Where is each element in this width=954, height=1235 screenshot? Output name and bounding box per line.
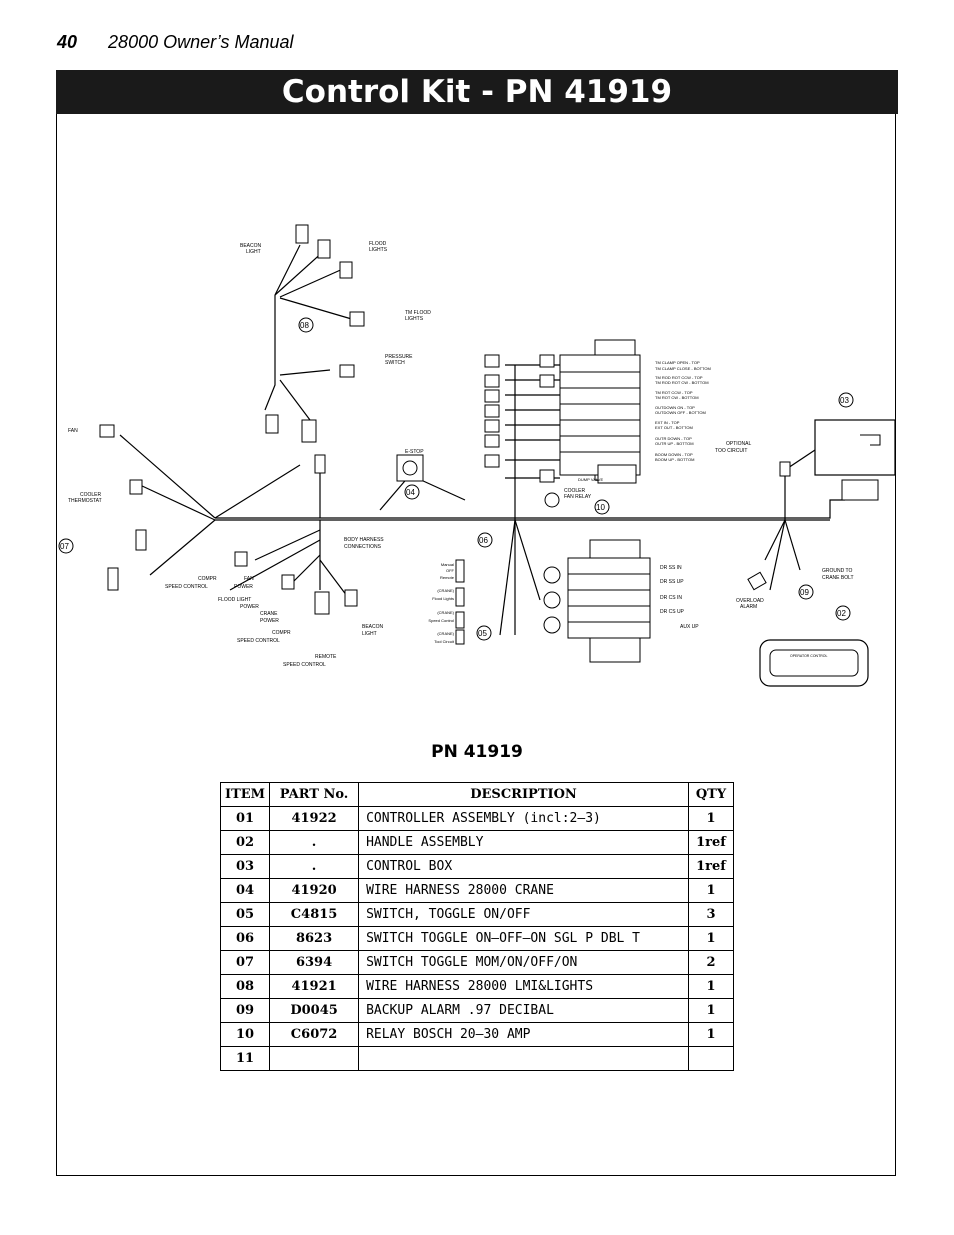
cell-description: SWITCH TOGGLE MOM/ON/OFF/ON [359, 951, 689, 975]
svg-text:OFF: OFF [446, 568, 454, 573]
table-row [221, 1047, 734, 1071]
cell-part-no: D0045 [270, 999, 359, 1023]
svg-text:E-STOP: E-STOP [405, 449, 424, 455]
connectors [100, 225, 790, 614]
table-row [221, 855, 734, 879]
fan-relay [545, 493, 559, 507]
svg-text:DUMP VALVE: DUMP VALVE [578, 477, 604, 482]
col-qty: QTY [689, 783, 734, 807]
svg-text:OUTDOWN ON - TOP: OUTDOWN ON - TOP [655, 405, 695, 410]
cell-qty: 1 [689, 927, 734, 951]
svg-text:BEACON: BEACON [362, 624, 384, 630]
wiring-diagram [57, 114, 897, 714]
svg-text:OUTDOWN OFF - BOTTOM: OUTDOWN OFF - BOTTOM [655, 410, 706, 415]
svg-text:COOLER: COOLER [80, 492, 102, 498]
svg-text:Flood Lights: Flood Lights [432, 596, 454, 601]
cell-qty: 1 [689, 807, 734, 831]
svg-text:FLOOD LIGHT: FLOOD LIGHT [218, 597, 252, 603]
svg-text:08: 08 [300, 321, 309, 330]
svg-text:OVERLOAD: OVERLOAD [736, 598, 764, 604]
cell-part-no [270, 1047, 359, 1071]
cell-item: 04 [221, 879, 270, 903]
svg-text:(CRANE): (CRANE) [437, 588, 454, 593]
cell-item: 06 [221, 927, 270, 951]
svg-text:OUTR UP - BOTTOM: OUTR UP - BOTTOM [655, 441, 694, 446]
svg-text:BOOM DOWN - TOP: BOOM DOWN - TOP [655, 452, 693, 457]
svg-text:BODY HARNESS: BODY HARNESS [344, 537, 384, 543]
table-header-row [221, 783, 734, 807]
svg-text:THERMOSTAT: THERMOSTAT [68, 498, 102, 504]
cell-item: 09 [221, 999, 270, 1023]
svg-text:CRANE: CRANE [260, 611, 278, 617]
handle-assembly [760, 640, 868, 686]
title-bar [56, 70, 898, 114]
page-header [57, 32, 294, 53]
cell-description: SWITCH TOGGLE ON—OFF—ON SGL P DBL T [359, 927, 689, 951]
svg-text:DR SS UP: DR SS UP [660, 579, 684, 585]
cell-qty: 1ref [689, 855, 734, 879]
cell-qty: 1 [689, 1023, 734, 1047]
cell-description: SWITCH, TOGGLE ON/OFF [359, 903, 689, 927]
cell-item: 11 [221, 1047, 270, 1071]
svg-text:SPEED CONTROL: SPEED CONTROL [165, 584, 208, 590]
table-row [221, 951, 734, 975]
svg-text:(CRANE): (CRANE) [437, 631, 454, 636]
cell-part-no: . [270, 831, 359, 855]
svg-text:PRESSURE: PRESSURE [385, 354, 413, 360]
cell-part-no: . [270, 855, 359, 879]
col-part-no: PART No. [270, 783, 359, 807]
svg-text:FAN: FAN [244, 576, 254, 582]
svg-text:TOO CIRCUIT: TOO CIRCUIT [715, 448, 748, 454]
switch-panel-labels [428, 562, 454, 644]
table-row [221, 999, 734, 1023]
parts-table-body [221, 807, 734, 1071]
svg-text:REMOTE: REMOTE [315, 654, 337, 660]
svg-text:POWER: POWER [240, 604, 259, 610]
table-row [221, 975, 734, 999]
svg-text:TM CLAMP CLOSE - BOTTOM: TM CLAMP CLOSE - BOTTOM [655, 366, 711, 371]
wire-lines [120, 245, 845, 635]
svg-text:Tool Circuit: Tool Circuit [434, 639, 454, 644]
svg-text:SPEED CONTROL: SPEED CONTROL [283, 662, 326, 668]
svg-text:LIGHTS: LIGHTS [405, 316, 424, 322]
cell-item: 02 [221, 831, 270, 855]
svg-text:COMPR: COMPR [198, 576, 217, 582]
svg-text:GROUND TO: GROUND TO [822, 568, 853, 574]
page-title: Control Kit - PN 41919 [281, 74, 673, 110]
svg-text:COOLER: COOLER [564, 488, 586, 494]
cell-part-no: 41920 [270, 879, 359, 903]
svg-text:07: 07 [60, 542, 69, 551]
cell-part-no: 8623 [270, 927, 359, 951]
cell-qty: 1 [689, 999, 734, 1023]
svg-text:TM ROD ROT CW - BOTTOM: TM ROD ROT CW - BOTTOM [655, 380, 709, 385]
cell-item: 01 [221, 807, 270, 831]
svg-text:(CRANE): (CRANE) [437, 610, 454, 615]
svg-text:Speed Control: Speed Control [428, 618, 454, 623]
svg-text:BEACON: BEACON [240, 243, 262, 249]
cell-qty: 1 [689, 879, 734, 903]
valve-bottom-labels [660, 565, 699, 630]
cell-description: CONTROL BOX [359, 855, 689, 879]
svg-text:DR SS IN: DR SS IN [660, 565, 682, 571]
svg-text:OPTIONAL: OPTIONAL [726, 441, 752, 447]
svg-text:05: 05 [478, 629, 487, 638]
toggle-switches [108, 530, 146, 590]
svg-text:03: 03 [840, 396, 849, 405]
table-row [221, 879, 734, 903]
manual-title: 28000 Owner’s Manual [108, 32, 294, 52]
cell-description: WIRE HARNESS 28000 LMI&LIGHTS [359, 975, 689, 999]
cell-part-no: C4815 [270, 903, 359, 927]
cell-qty: 1 [689, 975, 734, 999]
svg-text:CONNECTIONS: CONNECTIONS [344, 544, 381, 550]
e-stop-switch [397, 455, 423, 481]
svg-text:DR CS UP: DR CS UP [660, 609, 684, 615]
cell-qty [689, 1047, 734, 1071]
table-row [221, 927, 734, 951]
parts-list-heading: PN 41919 [431, 742, 523, 762]
svg-text:OPERATOR CONTROL: OPERATOR CONTROL [790, 654, 828, 658]
cell-description: CONTROLLER ASSEMBLY (incl:2—3) [359, 807, 689, 831]
table-row [221, 1023, 734, 1047]
cell-item: 07 [221, 951, 270, 975]
cell-description: RELAY BOSCH 20—30 AMP [359, 1023, 689, 1047]
cell-description [359, 1047, 689, 1071]
svg-text:LIGHT: LIGHT [362, 631, 377, 637]
svg-text:FLOOD: FLOOD [369, 241, 387, 247]
svg-text:ALARM: ALARM [740, 604, 758, 610]
cell-item: 03 [221, 855, 270, 879]
svg-text:SWITCH: SWITCH [385, 360, 405, 366]
svg-text:SPEED CONTROL: SPEED CONTROL [237, 638, 280, 644]
cell-item: 10 [221, 1023, 270, 1047]
svg-text:LIGHTS: LIGHTS [369, 247, 388, 253]
svg-text:09: 09 [800, 588, 809, 597]
parts-table [220, 782, 734, 1071]
cell-item: 08 [221, 975, 270, 999]
cell-qty: 3 [689, 903, 734, 927]
svg-text:TM CLAMP OPEN - TOP: TM CLAMP OPEN - TOP [655, 360, 700, 365]
table-row [221, 903, 734, 927]
cell-part-no: 41921 [270, 975, 359, 999]
svg-text:02: 02 [837, 609, 846, 618]
backup-alarm [748, 572, 766, 589]
svg-text:POWER: POWER [260, 618, 279, 624]
valve-top-labels [655, 360, 711, 462]
svg-text:Manual: Manual [440, 562, 454, 567]
col-description: DESCRIPTION [359, 783, 689, 807]
valve-bank-top [560, 340, 640, 483]
svg-text:EXT IN - TOP: EXT IN - TOP [655, 420, 680, 425]
cell-qty: 2 [689, 951, 734, 975]
switch-panel [456, 560, 464, 644]
cell-item: 05 [221, 903, 270, 927]
svg-text:FAN RELAY: FAN RELAY [564, 494, 592, 500]
cell-part-no: 6394 [270, 951, 359, 975]
svg-text:POWER: POWER [234, 584, 253, 590]
svg-text:TM ROT CCW - TOP: TM ROT CCW - TOP [655, 390, 693, 395]
svg-text:TM ROT CW - BOTTOM: TM ROT CW - BOTTOM [655, 395, 699, 400]
valve-bank-bottom [544, 540, 650, 662]
svg-text:TM FLOOD: TM FLOOD [405, 310, 431, 316]
cell-description: HANDLE ASSEMBLY [359, 831, 689, 855]
cell-part-no: C6072 [270, 1023, 359, 1047]
svg-text:BOOM UP - BOTTOM: BOOM UP - BOTTOM [655, 457, 695, 462]
svg-text:AUX UP: AUX UP [680, 624, 699, 630]
cell-description: BACKUP ALARM .97 DECIBAL [359, 999, 689, 1023]
table-row [221, 807, 734, 831]
table-row [221, 831, 734, 855]
svg-text:FAN: FAN [68, 428, 78, 434]
svg-text:LIGHT: LIGHT [246, 249, 261, 255]
svg-text:Remote: Remote [439, 575, 454, 580]
cell-description: WIRE HARNESS 28000 CRANE [359, 879, 689, 903]
cell-part-no: 41922 [270, 807, 359, 831]
svg-text:OUTR DOWN - TOP: OUTR DOWN - TOP [655, 436, 692, 441]
cell-qty: 1ref [689, 831, 734, 855]
svg-text:04: 04 [406, 488, 415, 497]
page-number: 40 [57, 32, 78, 52]
svg-text:10: 10 [596, 503, 605, 512]
svg-text:DR CS IN: DR CS IN [660, 595, 682, 601]
col-item: ITEM [221, 783, 270, 807]
svg-text:CRANE BOLT: CRANE BOLT [822, 575, 854, 581]
svg-text:COMPR: COMPR [272, 630, 291, 636]
control-box [815, 420, 895, 500]
svg-text:TM ROD ROT CCW - TOP: TM ROD ROT CCW - TOP [655, 375, 703, 380]
svg-text:EXT OUT - BOTTOM: EXT OUT - BOTTOM [655, 425, 693, 430]
svg-text:06: 06 [479, 536, 488, 545]
